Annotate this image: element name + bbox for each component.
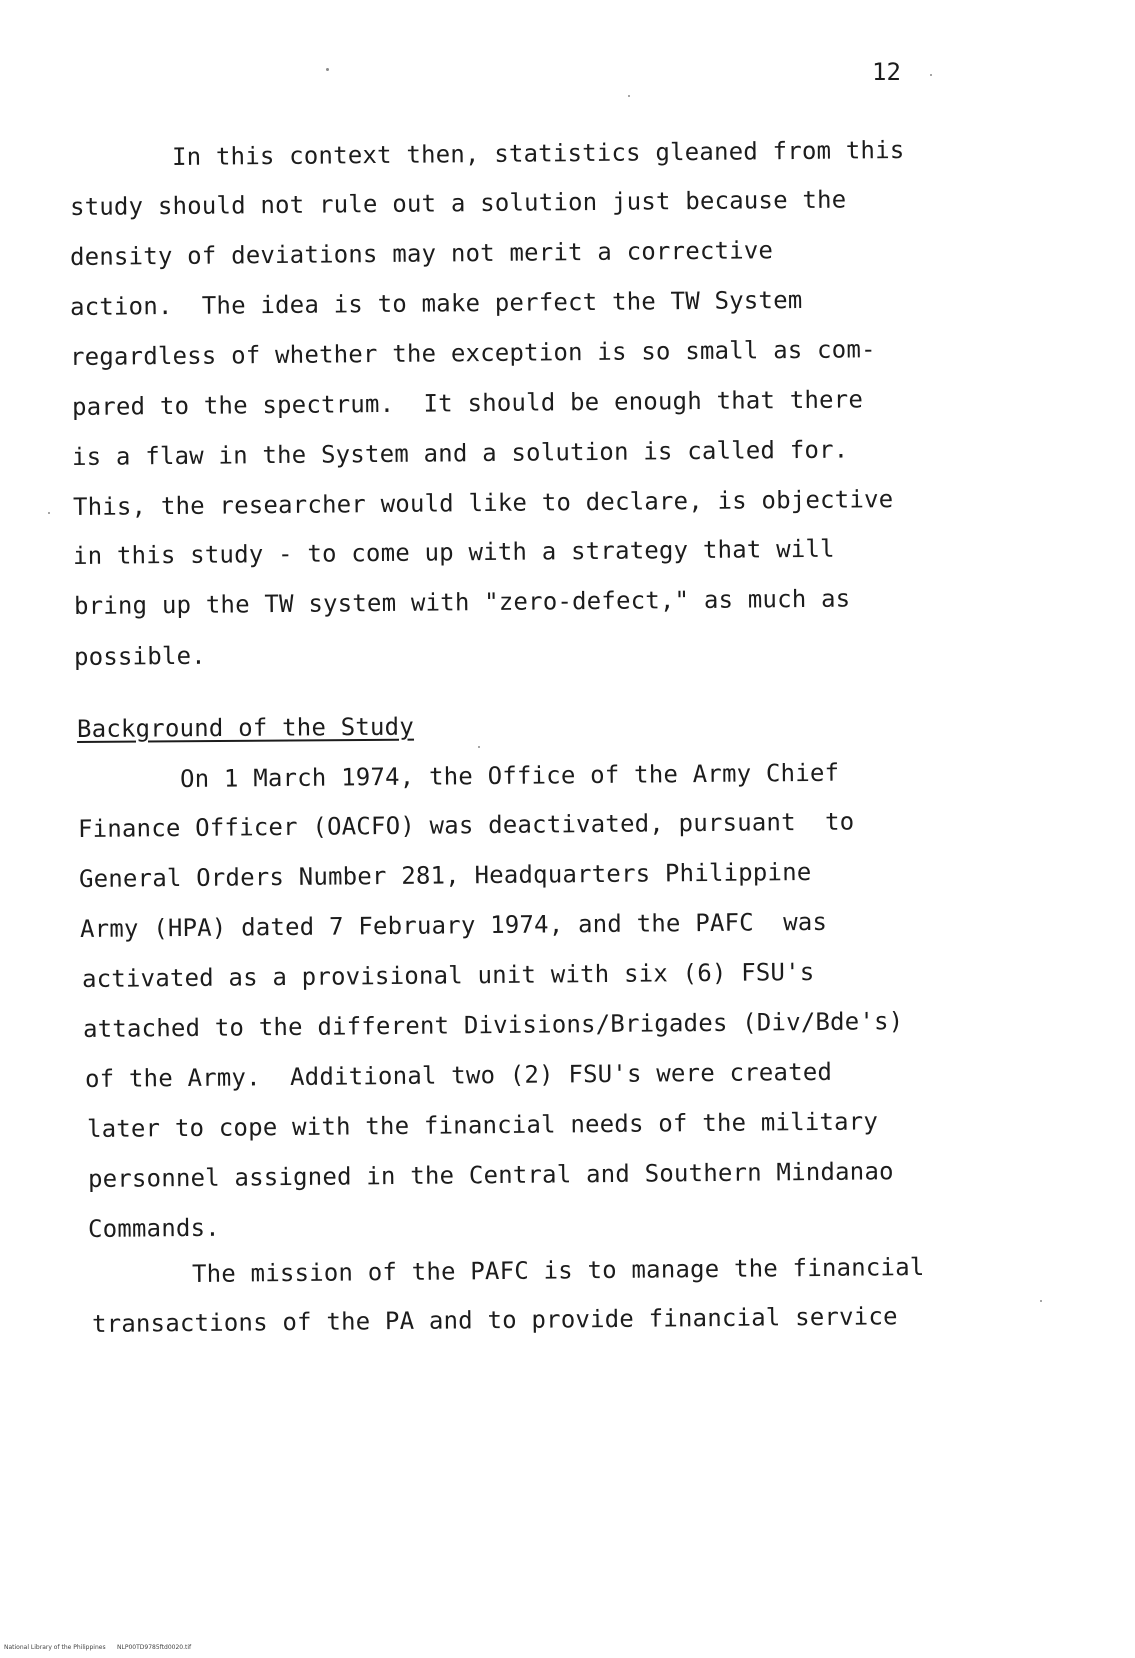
paragraph-2-line: of the Army. Additional two (2) FSU's were created [84,1057,833,1093]
paragraph-2-line: On 1 March 1974, the Office of the Army Chief [179,758,840,793]
paragraph-1-line: density of deviations may not merit a corrective [69,236,774,271]
paragraph-3-line: The mission of the PAFC is to manage the financial [191,1252,925,1288]
paragraph-1-line: pared to the spectrum. It should be enough that there [71,385,864,421]
paragraph-2-line: Finance Officer (OACFO) was deactivated, pursuant to [77,807,855,843]
scan-speck [1040,1300,1042,1302]
paragraph-1-line: in this study - to come up with a strategy that will [72,534,835,570]
paragraph-1-line: This, the researcher would like to declare, is objective [72,485,894,521]
scan-speck [930,74,932,76]
paragraph-1-line: action. The idea is to make perfect the TW System [69,285,803,321]
footer-library: National Library of the Philippines [4,1644,106,1651]
footer-file-id: NLP00TD9785ftd0020.tif [117,1644,192,1651]
scan-speck [326,68,329,71]
paragraph-1-line: possible. [73,641,206,671]
page-number: 12 [872,58,901,86]
scan-speck [478,746,480,748]
paragraph-1-line: is a flaw in the System and a solution is called for. [71,435,849,471]
paragraph-2-line: activated as a provisional unit with six (6) FSU's [81,957,815,993]
scan-speck [628,95,630,97]
paragraph-2-line: General Orders Number 281, Headquarters Philippine [78,857,812,893]
scan-footer [4,1644,191,1652]
section-heading: Background of the Study [76,712,415,743]
paragraph-2-line: Army (HPA) dated 7 February 1974, and the PAFC was [79,907,828,943]
paragraph-1-line: study should not rule out a solution just because the [69,185,847,221]
paragraph-1-line: In this context then, statistics gleaned from this [171,135,905,171]
paragraph-2-line: personnel assigned in the Central and Southern Mindanao [87,1157,894,1193]
paragraph-2-line: Commands. [87,1213,220,1243]
paragraph-1-line: regardless of whether the exception is so small as com- [69,335,876,371]
paragraph-2-line: later to cope with the financial needs of the military [86,1107,879,1143]
paragraph-1-line: bring up the TW system with "zero-defect," as much as [73,584,851,620]
paragraph-2-line: attached to the different Divisions/Brigades (Div/Bde's) [82,1007,904,1043]
paragraph-3-line: transactions of the PA and to provide financial service [91,1302,898,1338]
scan-speck [48,512,50,514]
